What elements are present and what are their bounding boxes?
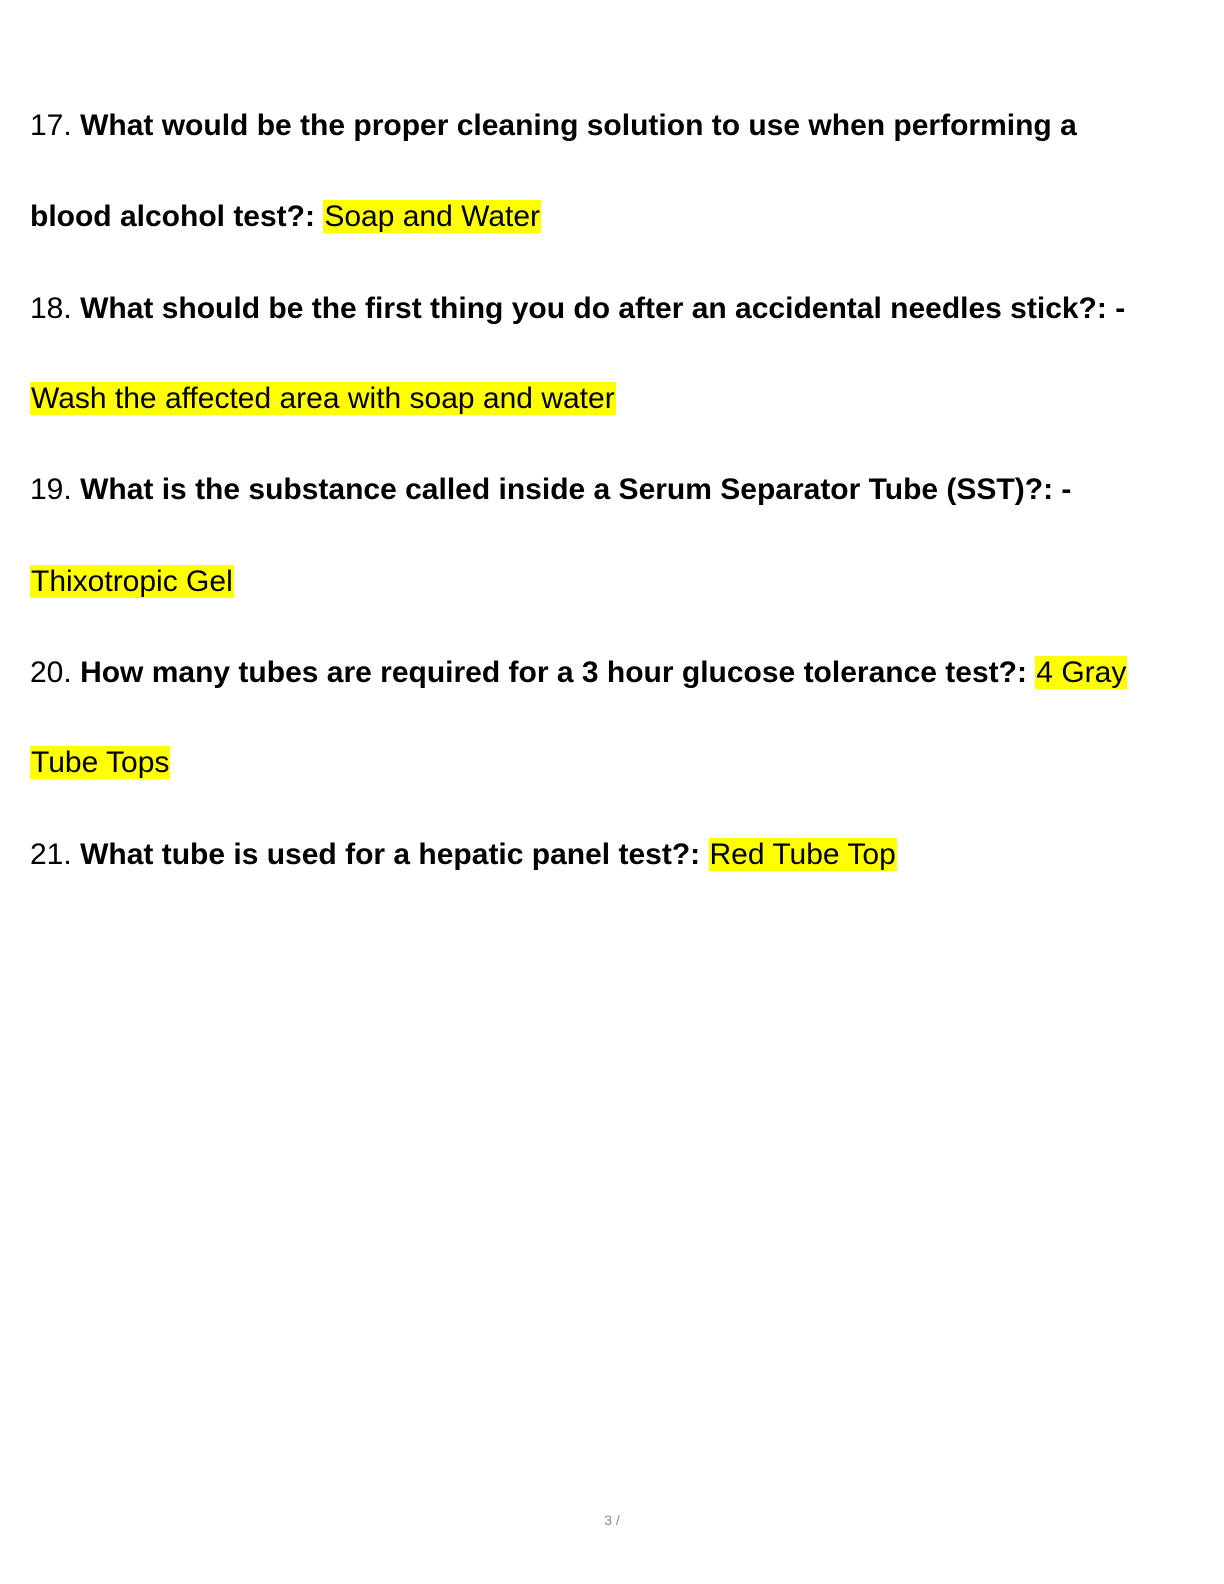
question-20-line-1 [30,653,1127,693]
question-text: What is the substance called inside a Serum Separator Tube (SST)?: - [80,473,1072,506]
answer-18 [30,379,616,419]
question-number: 21. [30,838,72,871]
highlighted-answer: Thixotropic Gel [31,565,233,598]
highlighted-answer: 4 Gray [1036,656,1127,689]
question-17-line-2 [30,197,541,237]
question-17-line-1 [30,106,1077,146]
question-18-line-1 [30,289,1125,329]
question-text: How many tubes are required for a 3 hour glucose tolerance test?: [80,656,1027,689]
question-text: What would be the proper cleaning solution to use when performing a [80,109,1077,142]
answer-20-continued [30,743,170,783]
highlighted-answer: Tube Tops [31,746,170,779]
question-text: What should be the first thing you do after an accidental needles stick?: - [80,292,1126,325]
question-number: 18. [30,292,72,325]
highlighted-answer: Wash the affected area with soap and water [31,382,615,415]
highlighted-answer: Soap and Water [324,200,541,233]
answer-19 [30,562,234,602]
page-number: 3 / [604,1512,620,1528]
question-number: 17. [30,109,72,142]
question-text: blood alcohol test?: [30,200,315,233]
highlighted-answer: Red Tube Top [709,838,896,871]
question-21-line-1 [30,835,897,875]
question-text: What tube is used for a hepatic panel test?: [80,838,701,871]
question-19-line-1 [30,470,1071,510]
question-number: 19. [30,473,72,506]
question-number: 20. [30,656,72,689]
